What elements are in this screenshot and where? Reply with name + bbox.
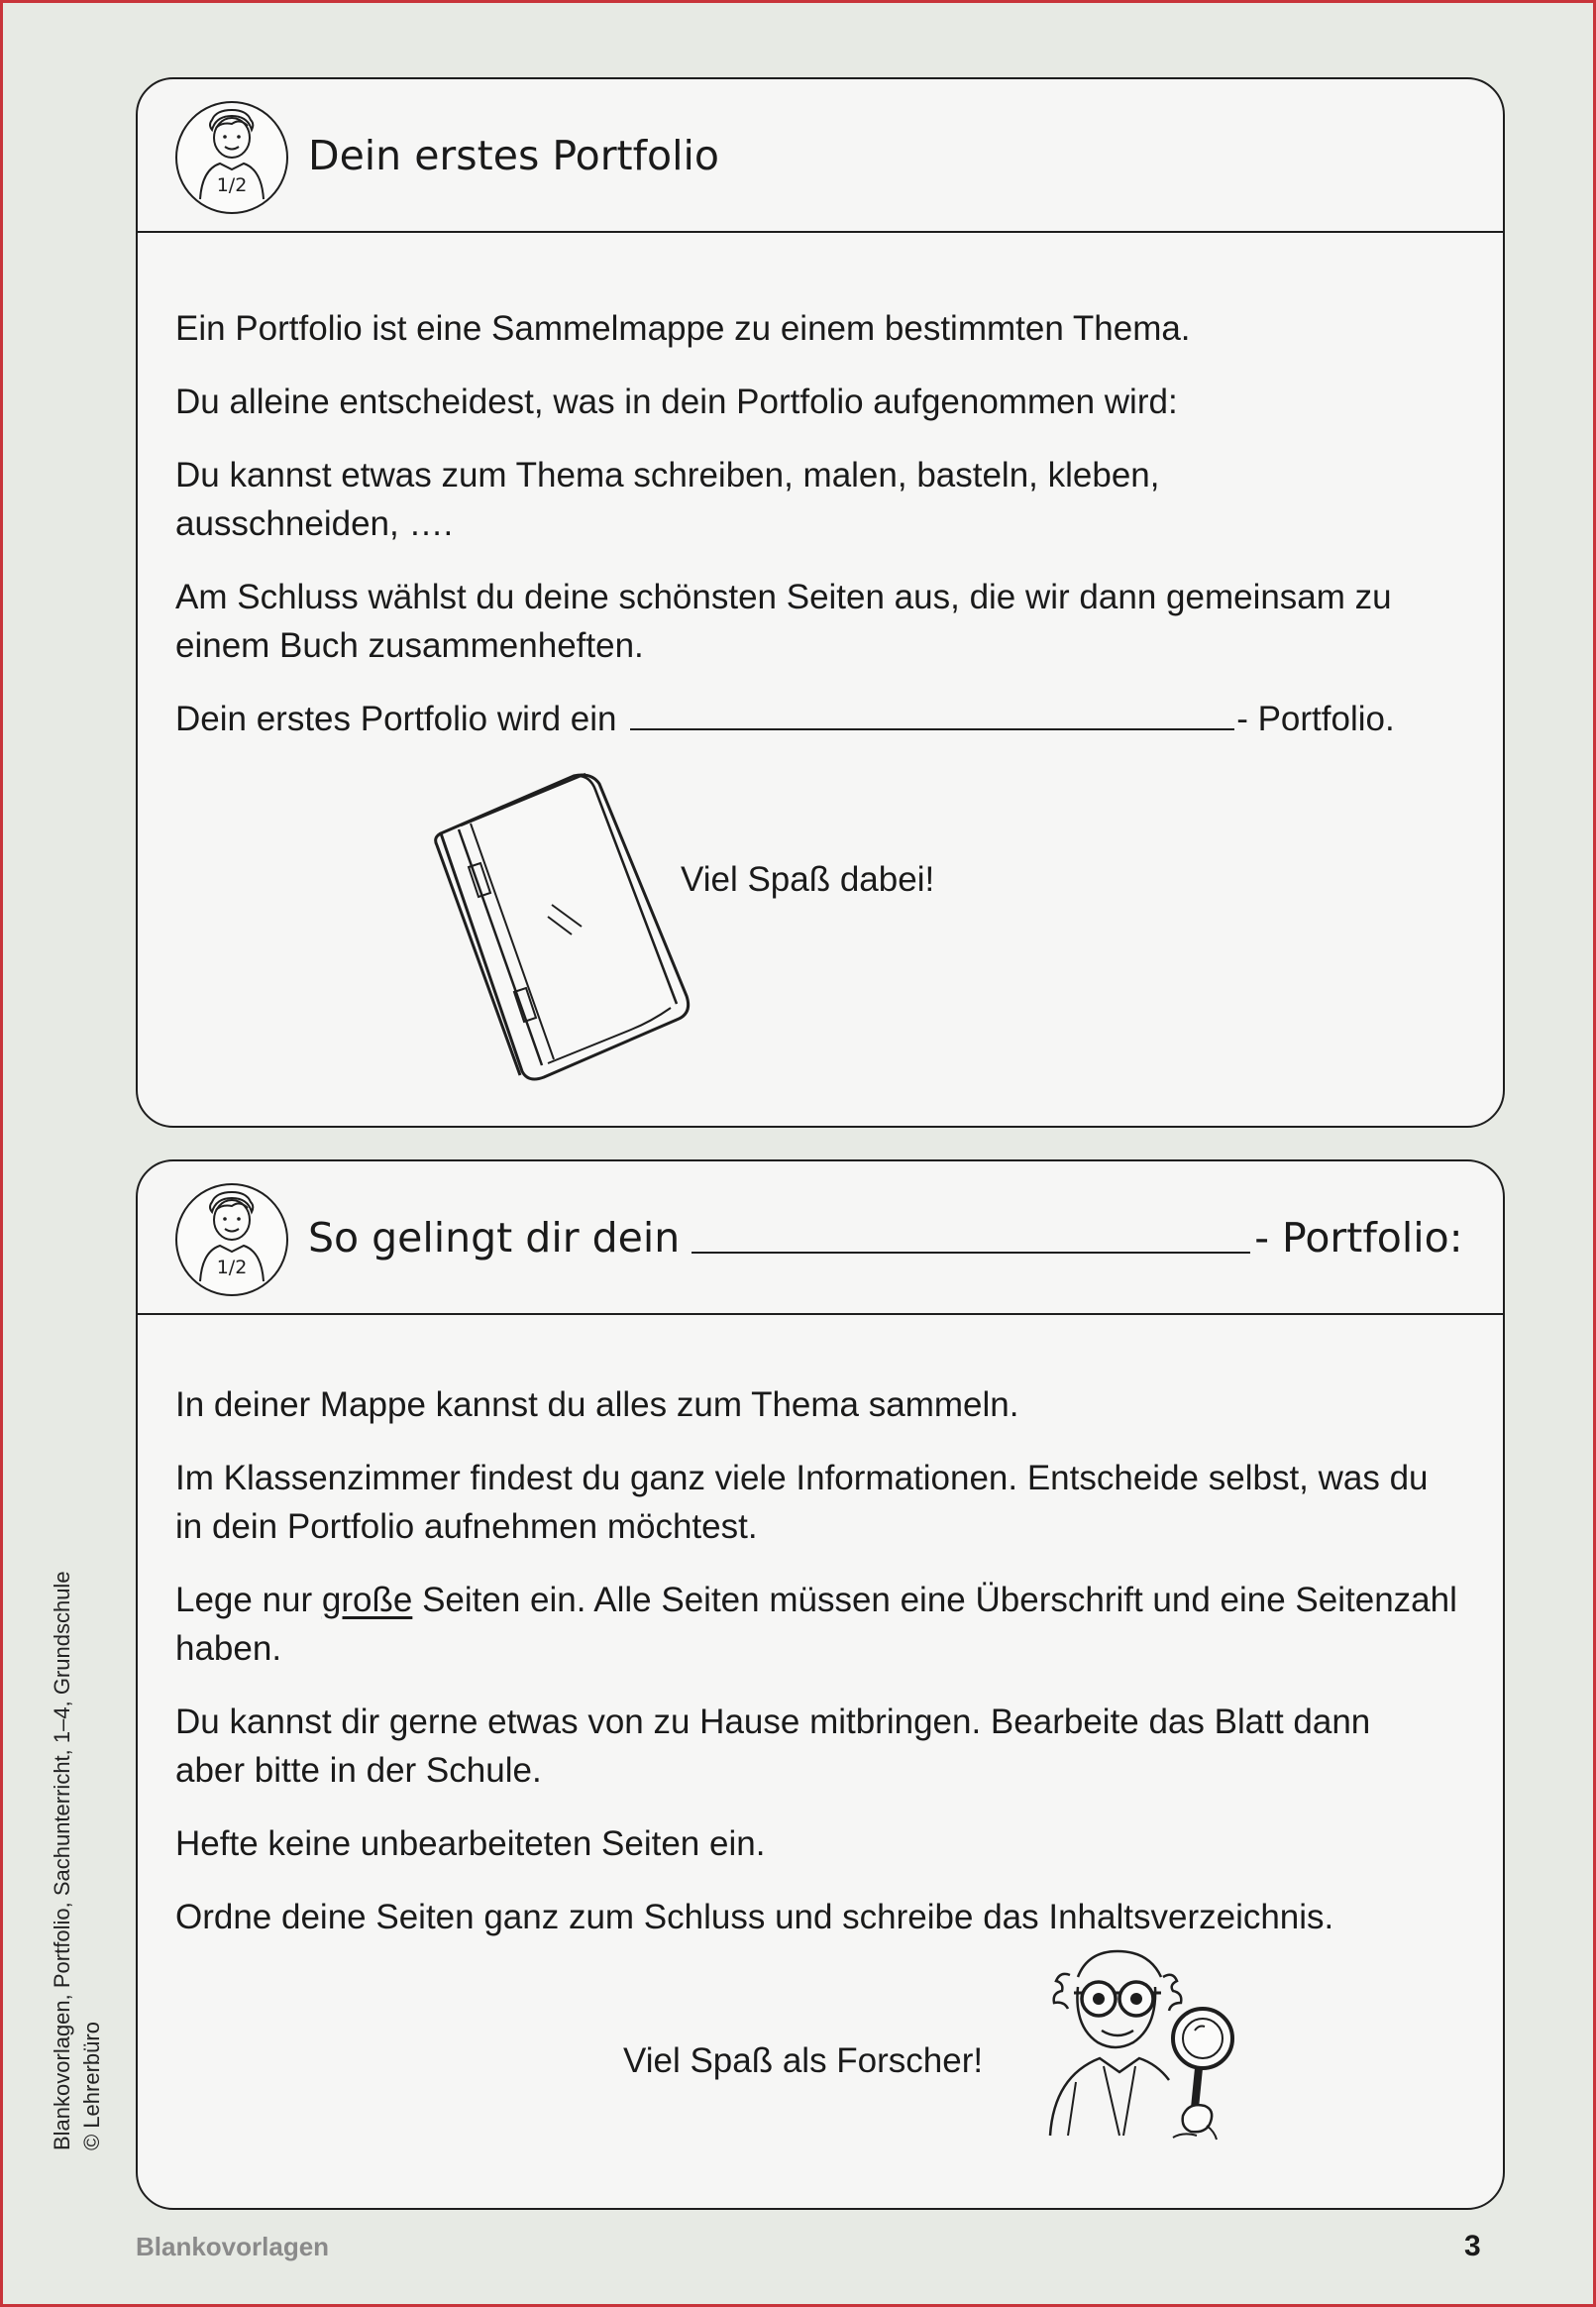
paragraph-3-after: Seiten ein. Alle Seiten müssen eine Überschrift und eine Seitenzahl haben. bbox=[175, 1581, 1457, 1668]
paragraph-1: In deiner Mappe kannst du alles zum Thema sammeln. bbox=[175, 1385, 1019, 1424]
paragraph-2: Du alleine entscheidest, was in dein Portfolio aufgenommen wird: bbox=[175, 383, 1178, 421]
portfolio-tips-card bbox=[136, 1159, 1505, 2210]
side-credit-line-2: © Lehrerbüro bbox=[79, 2022, 104, 2150]
fill-suffix: - Portfolio. bbox=[1236, 700, 1395, 738]
card-header bbox=[138, 1161, 1503, 1315]
portfolio-intro-card bbox=[136, 77, 1505, 1128]
card-title bbox=[308, 1214, 1463, 1262]
footer-series-title: Blankovorlagen bbox=[136, 2232, 330, 2261]
side-credit bbox=[48, 1571, 107, 2150]
fill-in-sentence bbox=[175, 695, 1483, 743]
page-number: 3 bbox=[1464, 2230, 1481, 2262]
paragraph-1: Ein Portfolio ist eine Sammelmappe zu einem bestimmten Thema. bbox=[175, 309, 1191, 348]
paragraph-4: Am Schluss wählst du deine schönsten Seiten aus, die wir dann gemeinsam zu einem Buch zusammenheften. bbox=[175, 578, 1392, 665]
card-title-suffix: - Portfolio: bbox=[1254, 1213, 1463, 1262]
card-title bbox=[308, 132, 719, 179]
fill-prefix: Dein erstes Portfolio wird ein bbox=[175, 700, 617, 738]
fill-in-blank[interactable] bbox=[630, 695, 1234, 730]
side-credit-line-1: Blankovorlagen, Portfolio, Sachunterricht, 1–4, Grundschule bbox=[50, 1571, 74, 2150]
closing-text: Viel Spaß als Forscher! bbox=[623, 2041, 984, 2080]
badge-label: 1/2 bbox=[216, 1257, 248, 1278]
title-fill-in-blank[interactable] bbox=[692, 1222, 1250, 1254]
paragraph-3-before: Lege nur bbox=[175, 1581, 313, 1619]
paragraph-3: Du kannst etwas zum Thema schreiben, malen, basteln, kleben, ausschneiden, …. bbox=[175, 456, 1160, 543]
child-badge-icon bbox=[174, 100, 289, 215]
folder-icon bbox=[425, 768, 702, 1085]
paragraph-2: Im Klassenzimmer findest du ganz viele Informationen. Entscheide selbst, was du in dein Portfolio aufnehmen möchtest. bbox=[175, 1459, 1429, 1546]
paragraph-6: Ordne deine Seiten ganz zum Schluss und schreibe das Inhaltsverzeichnis. bbox=[175, 1898, 1334, 1936]
badge-label: 1/2 bbox=[216, 174, 248, 196]
paragraph-3 bbox=[175, 1576, 1463, 1673]
card-title-text: Dein erstes Portfolio bbox=[308, 131, 720, 179]
child-badge-icon bbox=[174, 1182, 289, 1297]
paragraph-5: Hefte keine unbearbeiteten Seiten ein. bbox=[175, 1824, 766, 1863]
card-title-prefix: So gelingt dir dein bbox=[308, 1213, 681, 1262]
scientist-icon bbox=[1044, 1947, 1252, 2145]
paragraph-4: Du kannst dir gerne etwas von zu Hause mitbringen. Bearbeite das Blatt dann aber bitte in der Schule. bbox=[175, 1703, 1371, 1790]
card-header bbox=[138, 79, 1503, 233]
underlined-word: große bbox=[321, 1581, 413, 1619]
closing-text: Viel Spaß dabei! bbox=[681, 860, 935, 899]
